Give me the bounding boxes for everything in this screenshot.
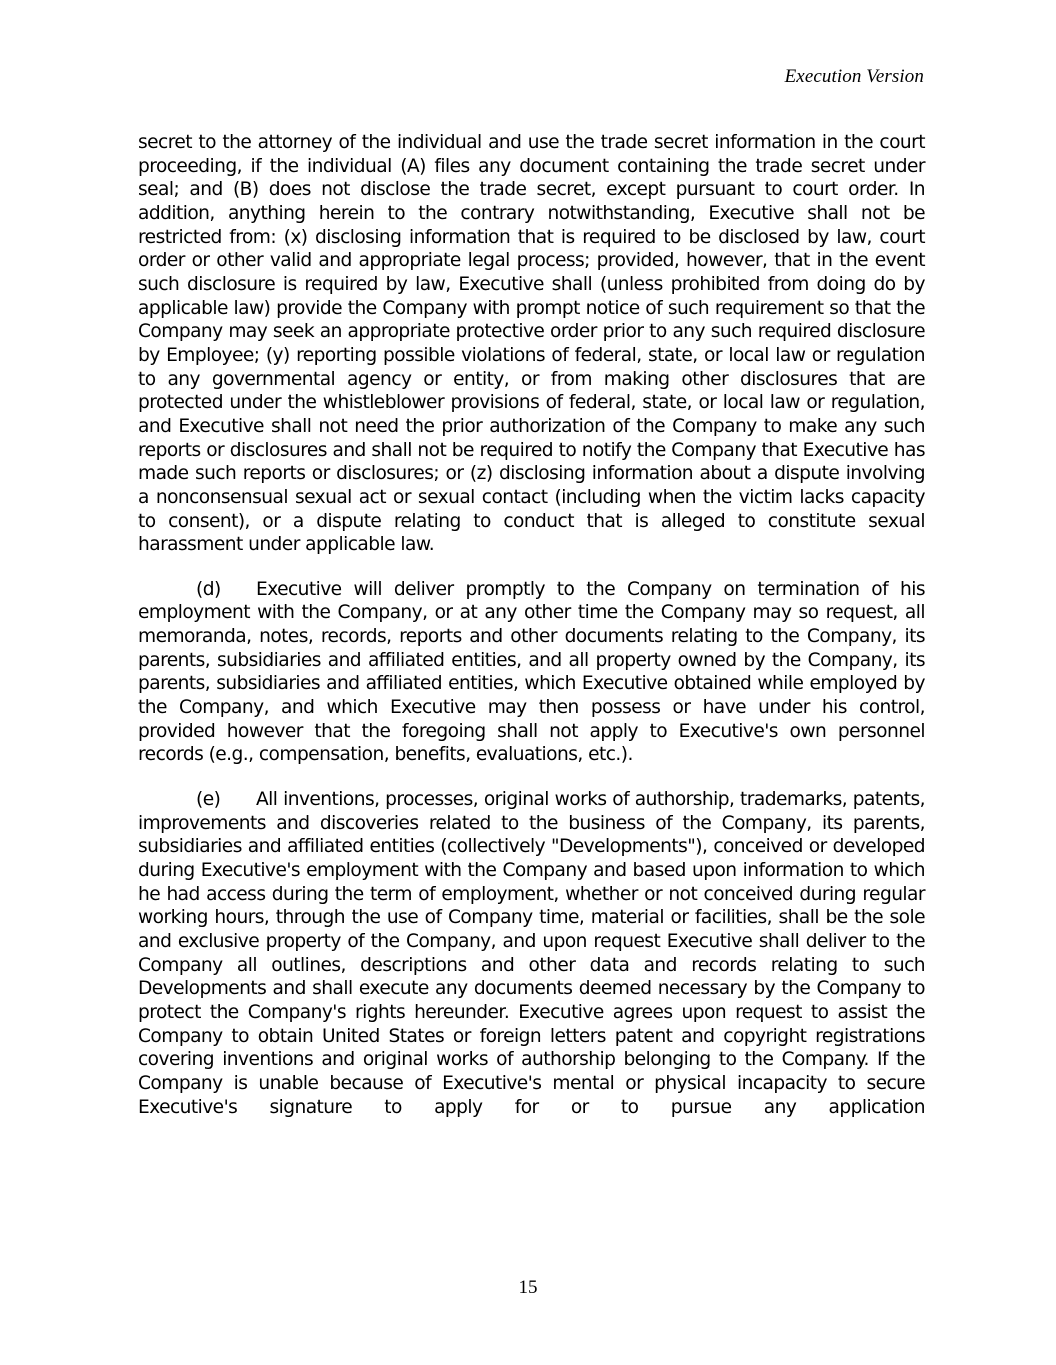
paragraph-e-label: (e)	[196, 789, 221, 811]
paragraph-d-label: (d)	[196, 578, 221, 600]
document-body	[138, 131, 925, 1119]
paragraph-d	[138, 578, 925, 767]
document-version-label: Execution Version	[784, 66, 924, 87]
paragraph-e	[138, 788, 925, 1119]
paragraph-d-text: Executive will deliver promptly to the Company on termination of his employment with the Company, or at any other time the Company may so request, all memoranda, notes, records, reports and other documents relating to the Company, its parents, subsidiaries and affiliated entities, and all property owned by the Company, its parents, subsidiaries and affiliated entities, which Executive obtained while employed by the Company, and which Executive may then possess or have under his control, provided however that the foregoing shall not apply to Executive's own personnel records (e.g., compensation, benefits, evaluations, etc.).	[138, 578, 925, 766]
paragraph-e-text: All inventions, processes, original works of authorship, trademarks, patents, improvements and discoveries related to the business of the Company, its parents, subsidiaries and affiliated entities (collectively "Developments"), conceived or developed during Executive's employment with the Company and based upon information to which he had access during the term of employment, whether or not conceived during regular working hours, through the use of Company time, material or facilities, shall be the sole and exclusive property of the Company, and upon request Executive shall deliver to the Company all outlines, descriptions and other data and records relating to such Developments and shall execute any documents deemed necessary by the Company to protect the Company's rights hereunder. Executive agrees upon request to assist the Company to obtain United States or foreign letters patent and copyright registrations covering inventions and original works of authorship belonging to the Company. If the Company is unable because of Executive's mental or physical incapacity to secure Executive's signature to apply for or to pursue any application	[138, 789, 925, 1118]
paragraph-c-continued: secret to the attorney of the individual and use the trade secret information in the court proceeding, if the individual (A) files any document containing the trade secret under seal; and (B) does not disclose the trade secret, except pursuant to court order. In addition, anything herein to the contrary notwithstanding, Executive shall not be restricted from: (x) disclosing information that is required to be disclosed by law, court order or other valid and appropriate legal process; provided, however, that in the event such disclosure is required by law, Executive shall (unless prohibited from doing do by applicable law) provide the Company with prompt notice of such requirement so that the Company may seek an appropriate protective order prior to any such required disclosure by Employee; (y) reporting possible violations of federal, state, or local law or regulation to any governmental agency or entity, or from making other disclosures that are protected under the whistleblower provisions of federal, state, or local law or regulation, and Executive shall not need the prior authorization of the Company to make any such reports or disclosures and shall not be required to notify the Company that Executive has made such reports or disclosures; or (z) disclosing information about a dispute involving a nonconsensual sexual act or sexual contact (including when the victim lacks capacity to consent), or a dispute relating to conduct that is alleged to constitute sexual harassment under applicable law.	[138, 132, 925, 556]
page-number: 15	[518, 1277, 538, 1298]
